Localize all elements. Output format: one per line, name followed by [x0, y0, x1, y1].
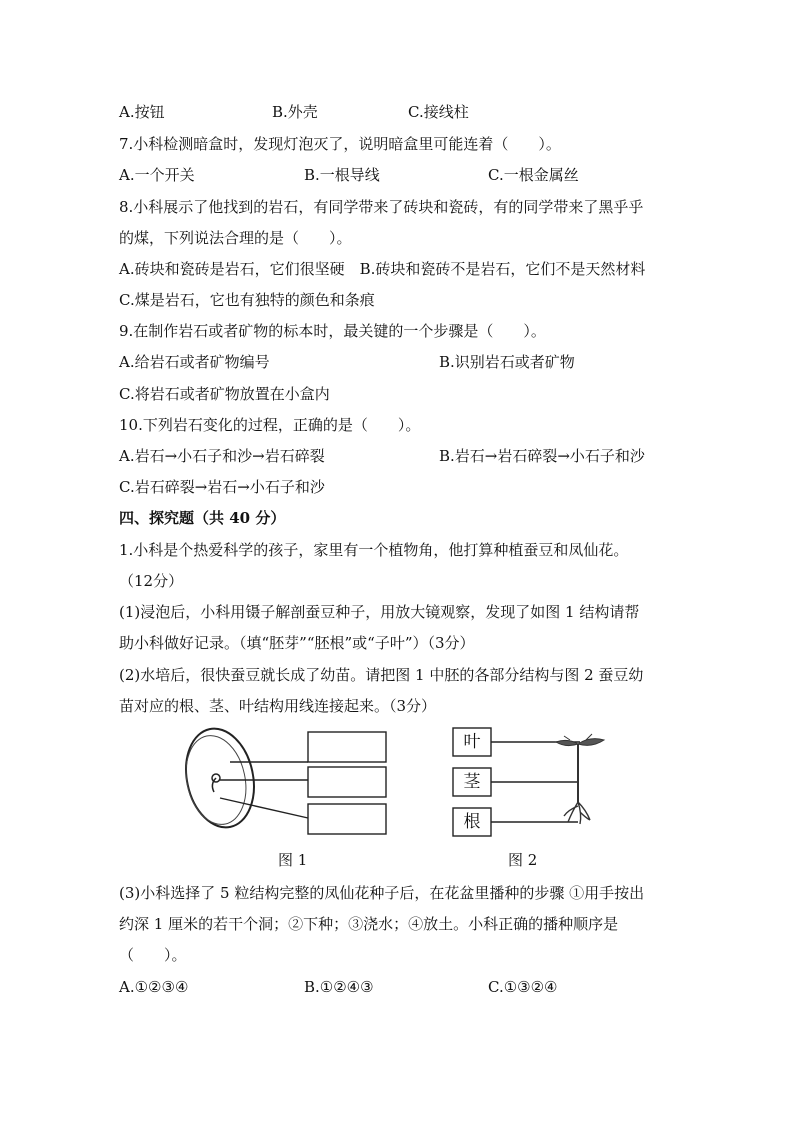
q7-option-b: B.一根导线: [304, 166, 380, 184]
q6-option-b: B.外壳: [272, 103, 318, 121]
q7-option-a: A.一个开关: [119, 166, 195, 184]
q9-option-a: A.给岩石或者矿物编号: [119, 353, 270, 371]
figure-1-seed-diagram: [180, 722, 390, 840]
label-leaf: 叶: [463, 732, 481, 752]
inq1-part2-line2: 苗对应的根、茎、叶结构用线连接起来。（3分）: [119, 697, 437, 715]
q8-stem-line1: 8.小科展示了他找到的岩石，有同学带来了砖块和瓷砖，有的同学带来了黑乎乎: [119, 198, 644, 216]
label-root: 根: [463, 812, 481, 832]
pointer-line-3: [220, 798, 308, 818]
q10-option-a: A.岩石→小石子和沙→岩石碎裂: [119, 447, 325, 465]
q6-option-a: A.按钮: [119, 103, 165, 121]
label-stem: 茎: [463, 772, 481, 792]
seedling-drawing: [556, 734, 604, 824]
seed-coat-outline: [180, 722, 263, 834]
section-heading: 四、探究题（共 40 分）: [119, 509, 286, 527]
inq1-part1-line1: (1)浸泡后，小科用镊子解剖蚕豆种子，用放大镜观察，发现了如图 1 结构请帮: [119, 603, 640, 621]
inq1-option-c: C.①③②④: [488, 978, 558, 996]
q6-option-c: C.接线柱: [408, 103, 469, 121]
inq1-stem-line1: 1.小科是个热爱科学的孩子，家里有一个植物角，他打算种植蚕豆和凤仙花。: [119, 541, 629, 559]
figure-1-caption: 图 1: [278, 851, 308, 869]
answer-box-1: [308, 732, 386, 762]
q9-option-c: C.将岩石或者矿物放置在小盒内: [119, 385, 330, 403]
q9-option-b: B.识别岩石或者矿物: [439, 353, 575, 371]
inq1-part3-line2: 约深 1 厘米的若干个洞；②下种；③浇水；④放土。小科正确的播种顺序是: [119, 915, 619, 933]
inq1-part3-line3: （ ）。: [119, 946, 187, 964]
q10-stem: 10.下列岩石变化的过程，正确的是（ ）。: [119, 416, 421, 434]
q8-options-ab: A.砖块和瓷砖是岩石，它们很坚硬 B.砖块和瓷砖不是岩石，它们不是天然材料: [119, 260, 646, 278]
inq1-stem-line2: （12分）: [119, 572, 184, 590]
inq1-option-b: B.①②④③: [304, 978, 374, 996]
answer-box-3: [308, 804, 386, 834]
inq1-part3-line1: (3)小科选择了 5 粒结构完整的凤仙花种子后，在花盆里播种的步骤 ①用手按出: [119, 884, 645, 902]
inq1-option-a: A.①②③④: [119, 978, 189, 996]
inq1-part2-line1: (2)水培后，很快蚕豆就长成了幼苗。请把图 1 中胚的各部分结构与图 2 蚕豆幼: [119, 666, 644, 684]
q8-stem-line2: 的煤，下列说法合理的是（ ）。: [119, 229, 352, 247]
answer-box-2: [308, 767, 386, 797]
q9-stem: 9.在制作岩石或者矿物的标本时，最关键的一个步骤是（ ）。: [119, 322, 546, 340]
inq1-part1-line2: 助小科做好记录。（填“胚芽”“胚根”或“子叶”）（3分）: [119, 634, 475, 652]
q10-option-c: C.岩石碎裂→岩石→小石子和沙: [119, 478, 325, 496]
q8-option-c: C.煤是岩石，它也有独特的颜色和条痕: [119, 291, 375, 309]
figure-2-caption: 图 2: [508, 851, 538, 869]
figure-2-seedling-diagram: [452, 726, 622, 842]
q7-option-c: C.一根金属丝: [488, 166, 579, 184]
q10-option-b: B.岩石→岩石碎裂→小石子和沙: [439, 447, 645, 465]
q7-stem: 7.小科检测暗盒时，发现灯泡灭了，说明暗盒里可能连着（ ）。: [119, 135, 561, 153]
